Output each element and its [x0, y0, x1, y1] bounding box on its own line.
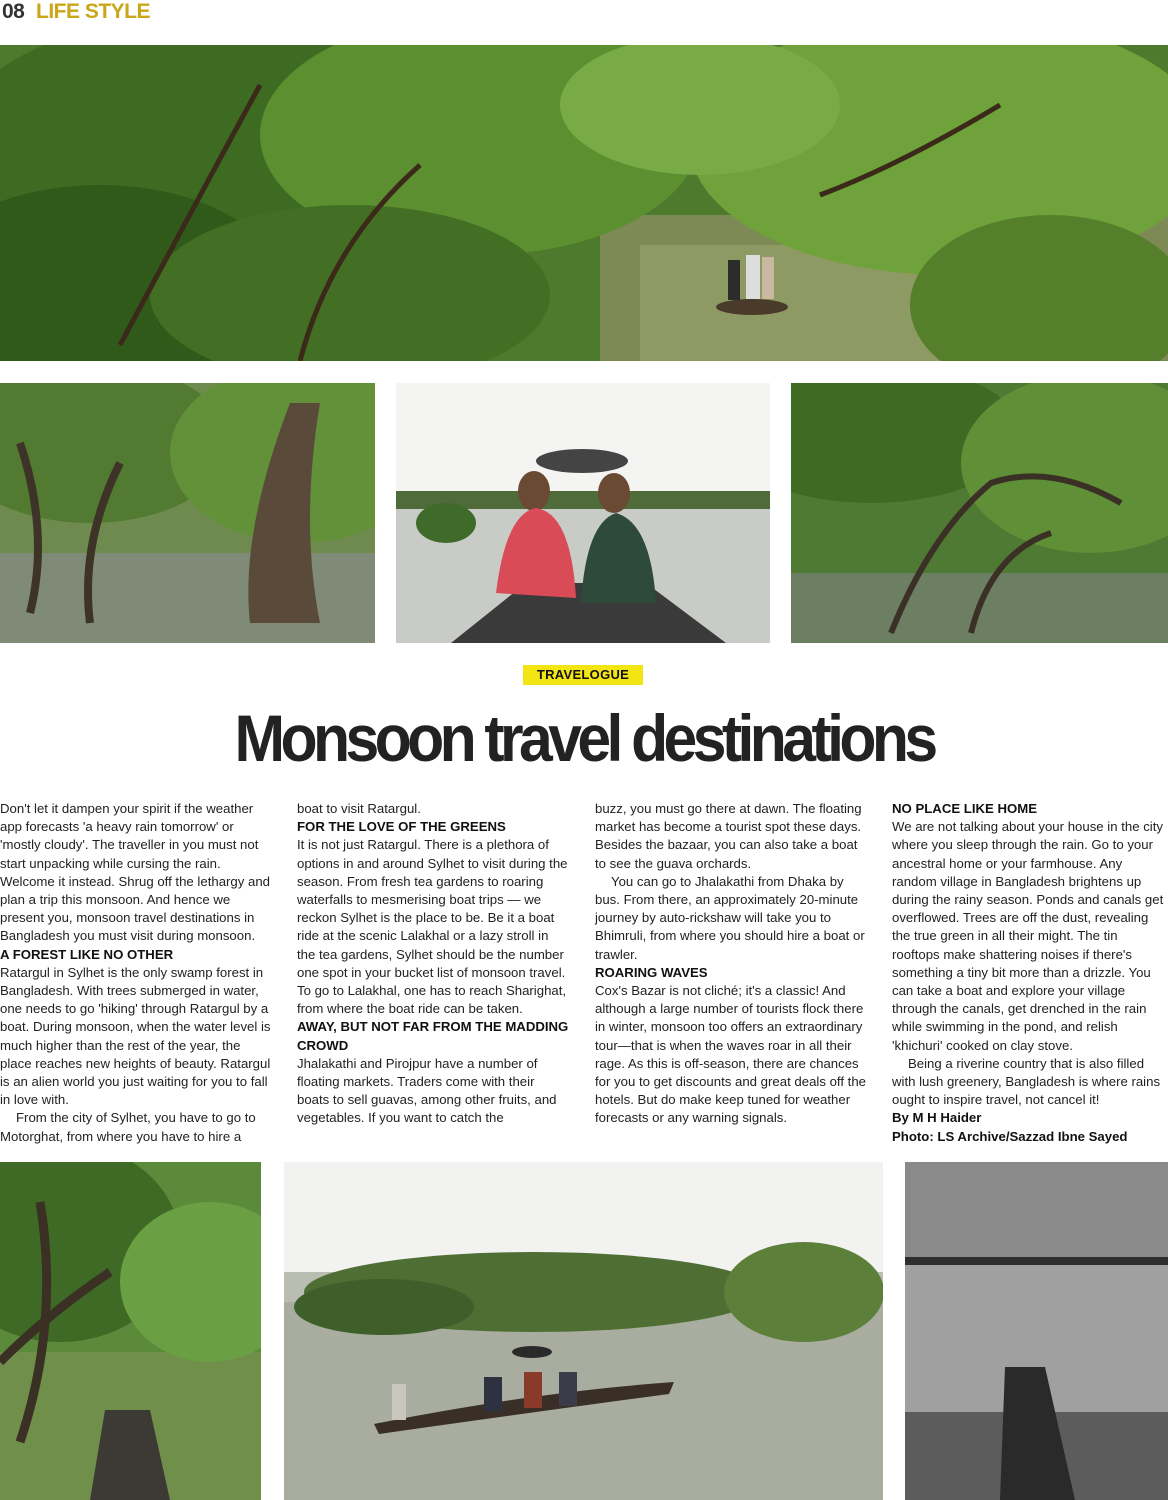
photo-submerged-trees — [0, 383, 375, 643]
subheading: AWAY, BUT NOT FAR FROM THE MADDING CROWD — [297, 1019, 569, 1053]
paragraph: Don't let it dampen your spirit if the weather app forecasts 'a heavy rain tomorrow' or 'mostly cloudy'. The traveller in you must not start unpacking while cursing the rain. Welcome it instead. Shrug off the lethargy and plan a trip this monsoon. And hence we present you, monsoon travel destinations in Bangladesh you must visit during monsoon. — [0, 801, 271, 944]
section-name: LIFE STYLE — [36, 0, 151, 23]
photo-women-in-boat — [396, 383, 770, 643]
article-column-2 — [297, 800, 569, 1128]
photo-boat-bow-lake — [905, 1162, 1168, 1500]
article-column-4 — [892, 800, 1166, 1146]
paragraph: boat to visit Ratargul. — [297, 801, 421, 816]
photo-forest-water — [791, 383, 1168, 643]
article-column-1 — [0, 800, 272, 1146]
paragraph: Being a riverine country that is also filled with lush greenery, Bangladesh is where rains ought to inspire travel, not cancel it! — [892, 1055, 1161, 1108]
article-column-3 — [595, 800, 867, 1128]
paragraph: It is not just Ratargul. There is a plethora of options in and around Sylhet to visit during the season. From fresh tea gardens to roaring waterfalls to mesmerising boat trips — we reckon Sylhet is the place to be. Be it a boat ride at the scenic Lalakhal or a lazy stroll in the tea gardens, Sylhet should be the number one spot in your bucket list of monsoon travel. To go to Lalakhal, one has to reach Sharighat, from where the boat ride can be taken. — [297, 837, 568, 1017]
category-badge: TRAVELOGUE — [523, 665, 643, 685]
photo-credit: Photo: LS Archive/Sazzad Ibne Sayed — [892, 1128, 1128, 1144]
page-header — [0, 0, 400, 30]
subheading: A FOREST LIKE NO OTHER — [0, 946, 174, 962]
paragraph: You can go to Jhalakathi from Dhaka by bus. From there, an approximately 20-minute journey by auto-rickshaw will take you to Bhimruli, from where you should hire a boat or trawler. — [595, 873, 865, 962]
photo-boat-bow-forest — [0, 1162, 261, 1500]
subheading: ROARING WAVES — [595, 964, 708, 980]
byline: By M H Haider — [892, 1110, 982, 1126]
subheading: FOR THE LOVE OF THE GREENS — [297, 819, 506, 835]
paragraph: From the city of Sylhet, you have to go to Motorghat, from where you have to hire a — [0, 1110, 256, 1144]
headline: Monsoon travel destinations — [234, 701, 934, 775]
photo-boat-in-rain — [284, 1162, 883, 1500]
paragraph: Ratargul in Sylhet is the only swamp forest in Bangladesh. With trees submerged in water, one needs to go 'hiking' through Ratargul by a boat. During monsoon, when the water level is much higher than the rest of the year, the place reaches new heights of beauty. Ratargul is an alien world you just waiting for you to fall in love with. — [0, 964, 271, 1108]
paragraph: buzz, you must go there at dawn. The floating market has become a tourist spot these days. Besides the bazaar, you can also take a boat to see the guava orchards. — [595, 801, 862, 871]
subheading: NO PLACE LIKE HOME — [892, 801, 1038, 816]
paragraph: We are not talking about your house in the city where you sleep through the rain. Go to your ancestral home or your farmhouse. Any random village in Bangladesh brightens up during the rainy season. Ponds and canals get overflowed. Trees are off the dust, revealing the true green in all their might. The tin rooftops make shattering noises if there's something a tiny bit more than a drizzle. You can take a boat and explore your village through the canals, get drenched in the rain while swimming in the pond, and relish 'khichuri' cooked on clay stove. — [892, 819, 1164, 1053]
paragraph: Cox's Bazar is not cliché; it's a classic! And although a large number of tourists flock there in winter, monsoon too offers an extraordinary tour—that is when the waves roar in all their rage. As this is off-season, there are chances for you to get discounts and great deals off the hotels. But do make keep tuned for weather forecasts or any warning signals. — [595, 983, 867, 1126]
page-number: 08 — [2, 0, 25, 23]
hero-photo-swamp-boat — [0, 45, 1168, 361]
paragraph: Jhalakathi and Pirojpur have a number of floating markets. Traders come with their boats to sell guavas, among other fruits, and vegetables. If you want to catch the — [297, 1055, 557, 1126]
